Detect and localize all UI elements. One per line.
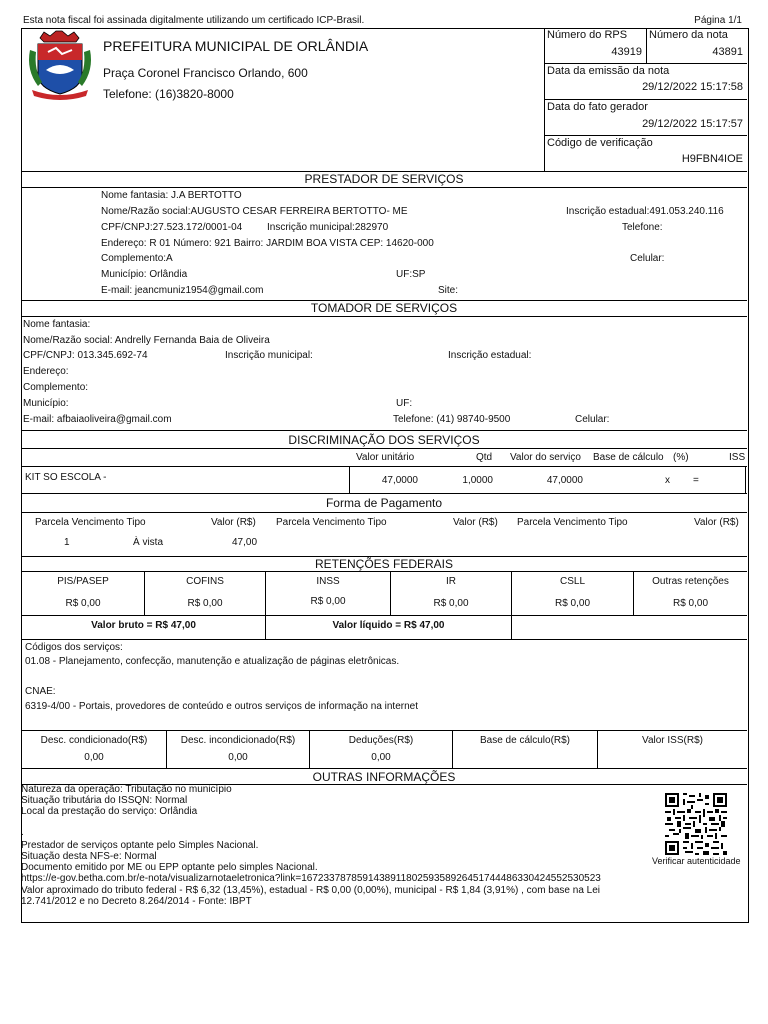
col-unit-price: Valor unitário (356, 452, 415, 463)
service-code-line: 01.08 - Planejamento, confecção, manutenção e atualização de páginas eletrônicas. (25, 656, 400, 667)
provider-state: UF:SP (396, 269, 426, 280)
service-item-quantity: 1,0000 (462, 475, 493, 486)
service-item-equals: = (693, 475, 699, 486)
invoice-number-label: Número da nota (649, 29, 728, 41)
cofins-value: R$ 0,00 (187, 598, 223, 609)
provider-phone: Telefone: (622, 222, 663, 233)
service-item-description: KIT SO ESCOLA - (25, 472, 107, 483)
customer-mobile: Celular: (575, 414, 610, 425)
service-item-multiply: x (665, 475, 670, 486)
deductions-label: Deduções(R$) (348, 735, 414, 746)
customer-legal-name: Nome/Razão social: Andrelly Fernanda Baia de Oliveira (23, 335, 270, 346)
pis-value: R$ 0,00 (65, 598, 101, 609)
rps-number-value: 43919 (611, 46, 642, 58)
coat-of-arms-logo (24, 30, 96, 100)
invoice-number-value: 43891 (712, 46, 743, 58)
provider-cnpj: CPF/CNPJ:27.523.172/0001-04 (101, 222, 243, 233)
customer-cpf: CPF/CNPJ: 013.345.692-74 (23, 350, 148, 361)
services-section-title: DISCRIMINAÇÃO DOS SERVIÇOS (288, 433, 480, 447)
info-nature: Natureza da operação: Tributação no município (21, 784, 232, 795)
customer-municipal-registration: Inscrição municipal: (225, 350, 313, 361)
digital-signature-notice: Esta nota fiscal foi assinada digitalmente utilizando um certificado ICP-Brasil. (23, 15, 365, 26)
customer-phone: Telefone: (41) 98740-9500 (393, 414, 511, 425)
iss-value-label: Valor ISS(R$) (642, 735, 703, 746)
provider-email: E-mail: jeancmuniz1954@gmail.com (101, 285, 264, 296)
other-withholdings-value: R$ 0,00 (672, 598, 709, 609)
conditional-discount-value: 0,00 (84, 752, 104, 763)
payment-col-value-3: Valor (R$) (694, 517, 739, 528)
col-iss: ISS (729, 452, 746, 463)
city-hall-name: PREFEITURA MUNICIPAL DE ORLÂNDIA (103, 38, 369, 54)
deductions-value: 0,00 (371, 752, 391, 763)
calc-base-label: Base de cálculo(R$) (479, 735, 571, 746)
customer-address: Endereço: (23, 366, 69, 377)
provider-legal-name: Nome/Razão social:AUGUSTO CESAR FERREIRA BERTOTTO- ME (101, 206, 408, 217)
page-number: Página 1/1 (694, 15, 742, 26)
info-law-reference: 12.741/2012 e no Decreto 8.264/2014 - Fonte: IBPT (21, 896, 252, 907)
col-service-value: Valor do serviço (510, 452, 581, 463)
verification-code-label: Código de verificação (547, 137, 653, 149)
payment-col-value-1: Valor (R$) (211, 517, 256, 528)
taxable-event-date-value: 29/12/2022 15:17:57 (642, 118, 743, 130)
info-service-location: Local da prestação do serviço: Orlândia (21, 806, 198, 817)
service-item-value: 47,0000 (546, 475, 583, 486)
payment-section-title: Forma de Pagamento (325, 496, 443, 510)
customer-trade-name: Nome fantasia: (23, 319, 91, 330)
provider-city: Município: Orlândia (101, 269, 188, 280)
cnae-label: CNAE: (25, 686, 56, 697)
city-hall-phone: Telefone: (16)3820-8000 (103, 87, 234, 101)
rps-number-label: Número do RPS (547, 29, 628, 41)
service-codes-label: Códigos dos serviços: (25, 642, 123, 653)
info-nfse-status: Situação desta NFS-e: Normal (21, 851, 157, 862)
verification-code-value: H9FBN4IOE (681, 153, 743, 165)
issue-date-label: Data da emissão da nota (547, 65, 670, 77)
payment-col-group-1: Parcela Vencimento Tipo (35, 517, 146, 528)
issue-date-value: 29/12/2022 15:17:58 (642, 81, 743, 93)
col-calc-base: Base de cálculo (593, 452, 664, 463)
conditional-discount-label: Desc. condicionado(R$) (40, 735, 148, 746)
other-withholdings-label: Outras retenções (652, 576, 729, 587)
qr-code[interactable] (665, 793, 727, 855)
taxable-event-date-label: Data do fato gerador (547, 101, 648, 113)
ir-value: R$ 0,00 (433, 598, 469, 609)
customer-email: E-mail: afbaiaoliveira@gmail.com (23, 414, 172, 425)
inss-label: INSS (316, 576, 340, 587)
payment-type: À vista (133, 537, 164, 548)
col-quantity: Qtd (476, 452, 493, 463)
unconditional-discount-label: Desc. incondicionado(R$) (180, 735, 296, 746)
provider-trade-name: Nome fantasia: J.A BERTOTTO (101, 190, 242, 201)
provider-municipal-registration: Inscrição municipal:282970 (267, 222, 389, 233)
payment-installment: 1 (64, 537, 70, 548)
info-me-epp: Documento emitido por ME ou EPP optante pelo simples Nacional. (21, 862, 318, 873)
pis-label: PIS/PASEP (57, 576, 109, 587)
provider-site: Site: (438, 285, 459, 296)
service-item-unit-price: 47,0000 (381, 475, 418, 486)
cofins-label: COFINS (186, 576, 224, 587)
col-percent: (%) (673, 452, 689, 463)
payment-col-value-2: Valor (R$) (453, 517, 498, 528)
provider-complement: Complemento:A (101, 253, 173, 264)
provider-section-title: PRESTADOR DE SERVIÇOS (304, 172, 464, 186)
inss-value: R$ 0,00 (310, 596, 346, 607)
ir-label: IR (446, 576, 456, 587)
provider-mobile: Celular: (630, 253, 665, 264)
csll-label: CSLL (559, 576, 585, 587)
csll-value: R$ 0,00 (554, 598, 591, 609)
withholdings-section-title: RETENÇÕES FEDERAIS (314, 557, 454, 571)
unconditional-discount-value: 0,00 (228, 752, 248, 763)
info-tax-situation: Situação tributária do ISSQN: Normal (21, 795, 188, 806)
payment-col-group-3: Parcela Vencimento Tipo (517, 517, 628, 528)
customer-section-title: TOMADOR DE SERVIÇOS (310, 301, 458, 315)
customer-complement: Complemento: (23, 382, 89, 393)
gross-value: Valor bruto = R$ 47,00 (91, 620, 196, 631)
net-value: Valor líquido = R$ 47,00 (332, 620, 445, 631)
verify-authenticity-caption: Verificar autenticidade (652, 856, 741, 866)
info-tax-estimate: Valor aproximado do tributo federal - R$ 6,32 (13,45%), estadual - R$ 0,00 (0,00%), municipal - R$ 1,84 (3,91%) , com base na Lei (21, 885, 601, 896)
payment-value: 47,00 (232, 537, 258, 548)
provider-address: Endereço: R 01 Número: 921 Bairro: JARDIM BOA VISTA CEP: 14620-000 (101, 238, 434, 249)
customer-state-registration: Inscrição estadual: (448, 350, 532, 361)
cnae-line: 6319-4/00 - Portais, provedores de conteúdo e outros serviços de informação na internet (25, 701, 419, 712)
customer-state: UF: (396, 398, 413, 409)
other-info-section-title: OUTRAS INFORMAÇÕES (312, 770, 456, 784)
info-simples-optant: Prestador de serviços optante pelo Simples Nacional. (21, 840, 259, 851)
provider-state-registration: Inscrição estadual:491.053.240.116 (566, 206, 724, 217)
payment-col-group-2: Parcela Vencimento Tipo (276, 517, 387, 528)
info-verification-link[interactable]: https://e-gov.betha.com.br/e-nota/visualizarnotaeletronica?link=16723378785914389118025935892645174448633042455253052​3 (21, 873, 601, 884)
customer-city: Município: (23, 398, 69, 409)
info-dot: . (21, 827, 24, 838)
city-hall-address: Praça Coronel Francisco Orlando, 600 (103, 66, 308, 80)
